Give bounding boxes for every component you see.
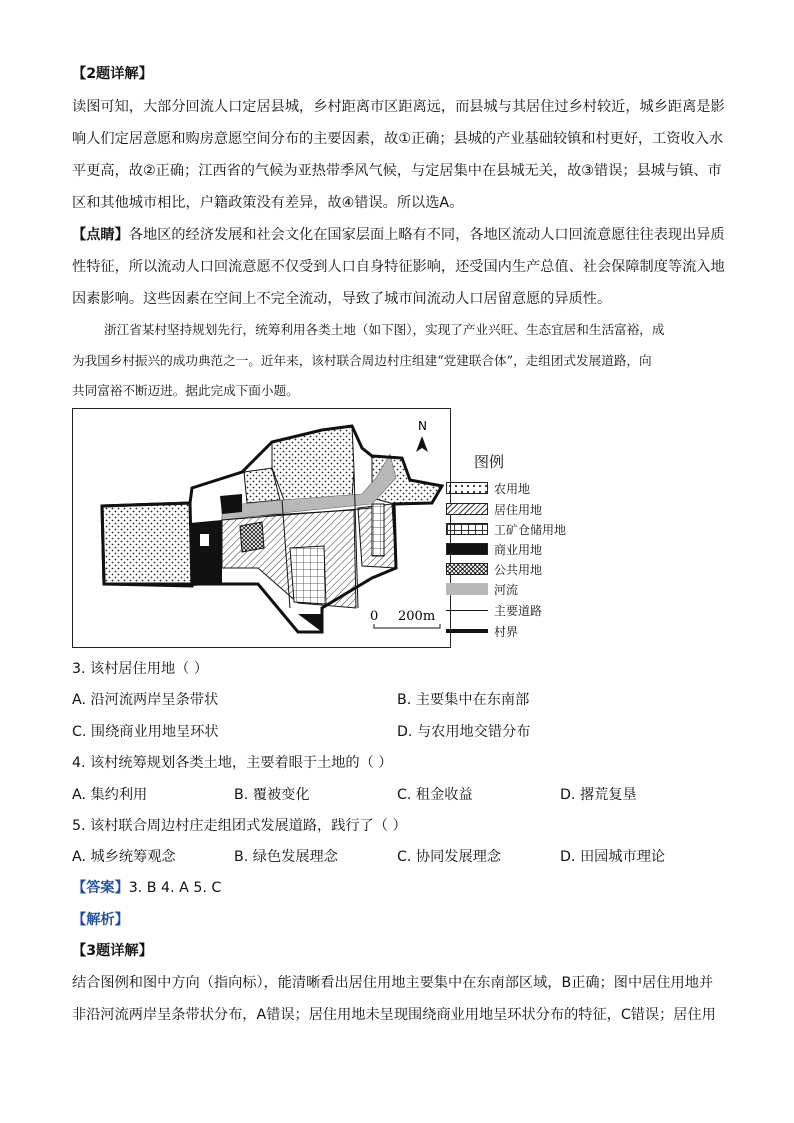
- legend-label: 河流: [494, 582, 519, 597]
- option-b: B. 绿色发展理念: [234, 849, 338, 865]
- gray-swatch-icon: [446, 583, 488, 595]
- crosshatch-swatch-icon: [446, 563, 488, 575]
- option-a: A. 集约利用: [72, 787, 148, 803]
- hatch-swatch-icon: [446, 503, 488, 515]
- legend-label: 工矿仓储用地: [494, 522, 567, 537]
- legend-label: 公共用地: [494, 562, 543, 577]
- legend-item-road: [446, 601, 542, 619]
- legend-item-river: [446, 580, 518, 598]
- commercial-land: [190, 520, 222, 586]
- legend-label: 居住用地: [494, 502, 543, 517]
- legend-item-public: [446, 560, 542, 578]
- tip-line: 因素影响。这些因素在空间上不完全流动，导致了城市间流动人口居留意愿的异质性。: [72, 291, 612, 307]
- legend-label: 商业用地: [494, 542, 543, 557]
- answer-label: 【答案】: [72, 880, 129, 896]
- option-a: A. 沿河流两岸呈条带状: [72, 692, 219, 708]
- q3-heading: 【3题详解】: [72, 943, 153, 959]
- legend-item-residential: [446, 500, 542, 518]
- legend-label: 主要道路: [494, 603, 543, 618]
- map-building: [200, 534, 209, 546]
- option-d: D. 与农用地交错分布: [397, 724, 531, 740]
- black-swatch-icon: [446, 543, 488, 555]
- passage-line: 为我国乡村振兴的成功典范之一。近年来，该村联合周边村庄组建“党建联合体”，走组团式发展道路，向: [72, 353, 652, 368]
- analysis-label: 【解析】: [72, 912, 129, 928]
- option-b: B. 覆被变化: [234, 787, 310, 803]
- q2-heading: 【2题详解】: [72, 66, 153, 82]
- tip-label: 【点睛】: [72, 227, 129, 243]
- legend-item-farmland: [446, 479, 530, 497]
- q3-body-line: 结合图例和图中方向（指向标），能清晰看出居住用地主要集中在东南部区域，B正确；图中居住用地并: [72, 975, 714, 991]
- scale-label: 200m: [398, 609, 436, 624]
- thin-line-icon: [446, 610, 488, 611]
- commercial-land-north: [220, 494, 242, 514]
- legend-label: 村界: [494, 624, 519, 639]
- legend-label: 农用地: [494, 481, 531, 496]
- q3-body-line: 非沿河流两岸呈条带状分布，A错误；居住用地未呈现围绕商业用地呈环状分布的特征，C错误；居住用: [72, 1007, 716, 1023]
- thick-line-icon: [446, 629, 488, 633]
- q2-body-line: 平更高，故②正确；江西省的气候为亚热带季风气候，与定居集中在县城无关，故③错误；县城与镇、市: [72, 163, 722, 179]
- option-d: D. 撂荒复垦: [560, 787, 637, 803]
- option-c: C. 协同发展理念: [397, 849, 502, 865]
- legend-item-commercial: [446, 540, 542, 558]
- question-stem: 3. 该村居住用地（ ）: [72, 661, 209, 677]
- legend-item-industrial: [446, 520, 566, 538]
- tip-line-1: [72, 225, 725, 245]
- tip-line: 性特征，所以流动人口回流意愿不仅受到人口自身特征影响，还受国内生产总值、社会保障制度等流入地: [72, 259, 725, 275]
- answer-line: [72, 878, 221, 898]
- passage-line: 浙江省某村坚持规划先行，统筹利用各类土地（如下图），实现了产业兴旺、生态宜居和生活富裕，成: [104, 322, 665, 337]
- option-d: D. 田园城市理论: [560, 849, 666, 865]
- tip-text: 各地区的经济发展和社会文化在国家层面上略有不同，各地区流动人口回流意愿往往表现出异质: [128, 227, 725, 243]
- answer-text: 3. B 4. A 5. C: [128, 880, 222, 896]
- q2-body-line: 读图可知，大部分回流人口定居县城，乡村距离市区距离远，而县城与其居住过乡村较近，城乡距离是影: [72, 99, 725, 115]
- scale-zero: 0: [370, 609, 379, 624]
- option-c: C. 租金收益: [397, 787, 473, 803]
- grid-swatch-icon: [446, 523, 488, 535]
- dots-swatch-icon: [446, 482, 488, 494]
- passage-line: 共同富裕不断迈进。据此完成下面小题。: [72, 383, 299, 398]
- farmland-west: [102, 503, 192, 586]
- option-c: C. 围绕商业用地呈环状: [72, 724, 219, 740]
- public-land: [240, 522, 264, 552]
- land-use-map: [72, 408, 451, 648]
- option-b: B. 主要集中在东南部: [397, 692, 530, 708]
- north-label: N: [418, 419, 427, 433]
- q2-body-line: 区和其他城市相比，户籍政策没有差异，故④错误。所以选A。: [72, 195, 464, 211]
- question-stem: 5. 该村联合周边村庄走组团式发展道路，践行了（ ）: [72, 818, 407, 834]
- q2-body-line: 响人们定居意愿和购房意愿空间分布的主要因素，故①正确；县城的产业基础较镇和村更好，工资收入水: [72, 131, 724, 147]
- industrial-land: [290, 546, 326, 604]
- legend-item-boundary: [446, 622, 518, 640]
- industrial-land-east: [372, 504, 384, 556]
- question-stem: 4. 该村统筹规划各类土地，主要着眼于土地的（ ）: [72, 755, 393, 771]
- option-a: A. 城乡统筹观念: [72, 849, 176, 865]
- legend-title: 图例: [474, 453, 505, 471]
